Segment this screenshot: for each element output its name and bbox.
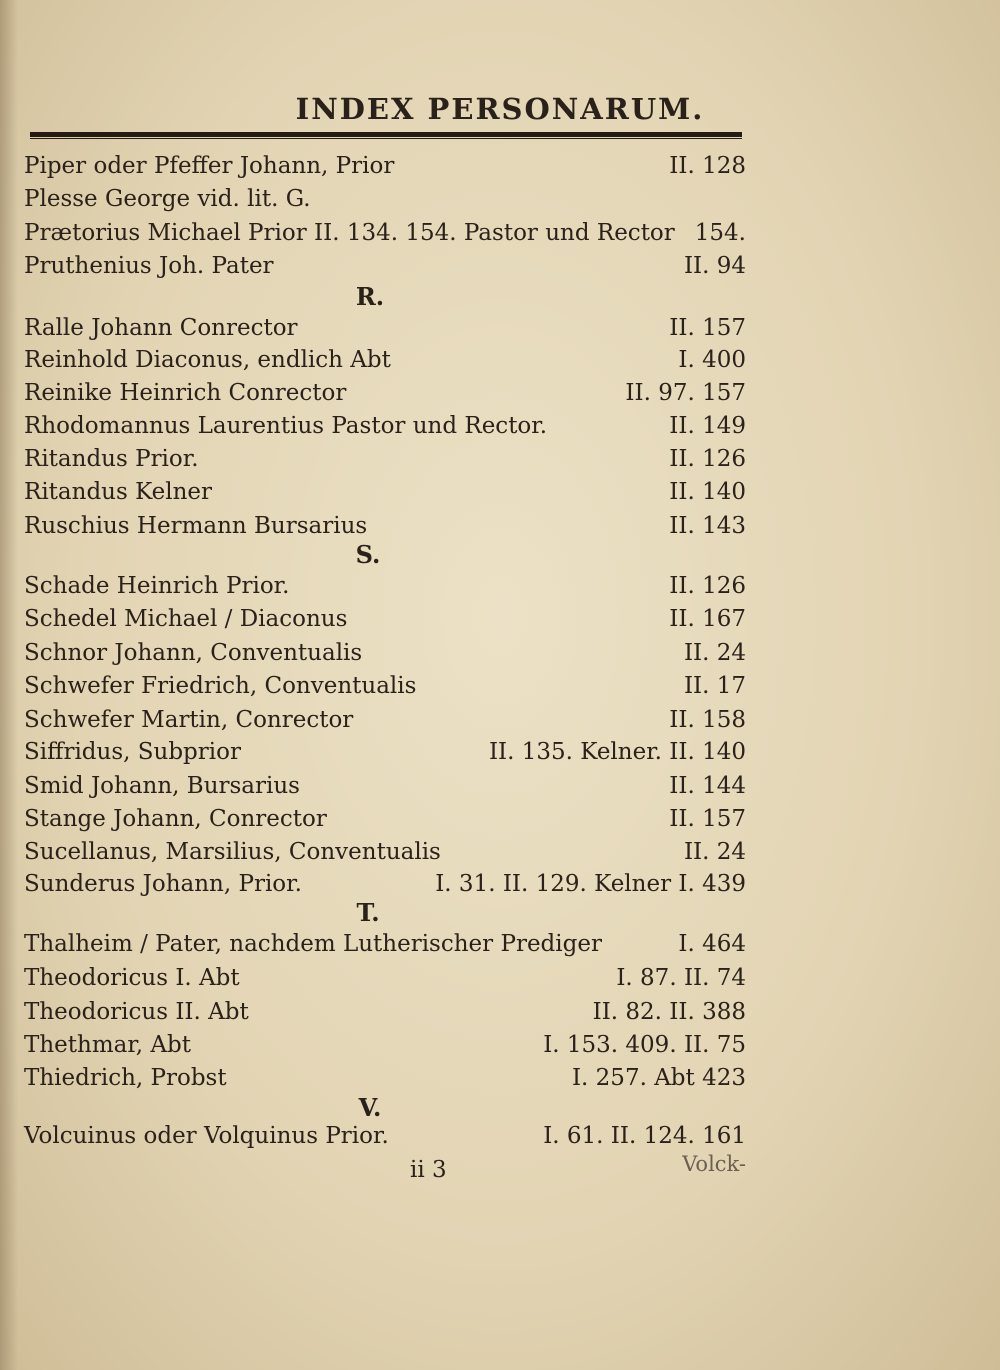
index-entry xyxy=(24,868,746,900)
index-entry xyxy=(24,803,746,835)
index-entry xyxy=(24,996,746,1028)
index-entry xyxy=(24,443,746,475)
entry-ref: II. 157 xyxy=(669,806,746,832)
entry-name: Siffridus, Subprior xyxy=(24,739,241,765)
entry-ref: II. 82. II. 388 xyxy=(592,999,746,1025)
entry-ref: 154. xyxy=(694,220,746,246)
entry-name: Thethmar, Abt xyxy=(24,1032,192,1058)
entry-ref: II. 97. 157 xyxy=(625,380,746,406)
index-entry xyxy=(24,962,746,994)
entry-name: Schwefer Friedrich, Conventualis xyxy=(24,673,417,699)
entry-name: Ritandus Prior. xyxy=(24,446,199,472)
entry-ref: II. 17 xyxy=(683,673,746,699)
index-entry xyxy=(24,736,746,768)
entry-name: Thiedrich, Probst xyxy=(24,1065,227,1091)
index-entry xyxy=(24,1029,746,1061)
index-entry xyxy=(24,377,746,409)
header-rule-thin xyxy=(30,138,742,139)
signature-mark: ii 3 xyxy=(410,1157,447,1183)
entry-name: Sunderus Johann, Prior. xyxy=(24,871,302,897)
entry-name: Thalheim / Pater, nachdem Lutherischer Prediger xyxy=(24,931,602,957)
section-letter: T. xyxy=(356,898,380,927)
entry-ref: II. 144 xyxy=(669,773,746,799)
section-letter: R. xyxy=(355,282,385,311)
entry-name: Schade Heinrich Prior. xyxy=(24,573,290,599)
index-entry xyxy=(24,836,746,868)
index-entry xyxy=(24,510,746,542)
entry-ref: I. 153. 409. II. 75 xyxy=(543,1032,746,1058)
index-entry xyxy=(24,150,746,182)
entry-ref: I. 31. II. 129. Kelner I. 439 xyxy=(435,871,746,897)
index-entry xyxy=(24,1062,746,1094)
entry-name: Ruschius Hermann Bursarius xyxy=(24,513,368,539)
index-entry xyxy=(24,312,746,344)
entry-ref: II. 126 xyxy=(669,573,746,599)
entry-name: Reinike Heinrich Conrector xyxy=(24,380,347,406)
entry-ref: II. 149 xyxy=(669,413,746,439)
index-entry xyxy=(24,217,746,249)
entry-name: Rhodomannus Laurentius Pastor und Rector. xyxy=(24,413,548,439)
entry-ref: II. 128 xyxy=(669,153,746,179)
index-entry xyxy=(24,250,746,282)
entry-ref: II. 158 xyxy=(669,707,746,733)
entry-ref: II. 157 xyxy=(669,315,746,341)
entry-ref: I. 400 xyxy=(678,347,746,373)
entry-ref: II. 140 xyxy=(669,479,746,505)
index-entry xyxy=(24,704,746,736)
entry-name: Piper oder Pfeffer Johann, Prior xyxy=(24,153,395,179)
entry-name: Pruthenius Joh. Pater xyxy=(24,253,274,279)
entry-ref: I. 464 xyxy=(678,931,746,957)
entry-ref: I. 257. Abt 423 xyxy=(571,1065,746,1091)
catchword: Volck- xyxy=(682,1152,746,1176)
header-rule xyxy=(30,132,742,137)
entry-name: Theodoricus I. Abt xyxy=(24,965,240,991)
entry-name: Schedel Michael / Diaconus xyxy=(24,606,348,632)
index-entry xyxy=(24,570,746,602)
section-letter: V. xyxy=(358,1093,382,1122)
index-entry xyxy=(24,344,746,376)
entry-ref: II. 143 xyxy=(669,513,746,539)
entry-ref: II. 24 xyxy=(683,640,746,666)
entry-name: Reinhold Diaconus, endlich Abt xyxy=(24,347,391,373)
entry-name: Volcuinus oder Volquinus Prior. xyxy=(24,1123,389,1149)
index-entry xyxy=(24,670,746,702)
entry-ref: II. 167 xyxy=(669,606,746,632)
entry-name: Plesse George vid. lit. G. xyxy=(24,186,311,212)
page-title: INDEX PERSONARUM. xyxy=(295,92,705,126)
entry-name: Sucellanus, Marsilius, Conventualis xyxy=(24,839,441,865)
entry-ref: II. 126 xyxy=(669,446,746,472)
entry-name: Theodoricus II. Abt xyxy=(24,999,249,1025)
entry-name: Schnor Johann, Conventualis xyxy=(24,640,363,666)
entry-name: Stange Johann, Conrector xyxy=(24,806,327,832)
entry-ref: I. 61. II. 124. 161 xyxy=(543,1123,746,1149)
entry-name: Prætorius Michael Prior II. 134. 154. Pastor und Rector xyxy=(24,220,675,246)
index-entry xyxy=(24,637,746,669)
entry-name: Schwefer Martin, Conrector xyxy=(24,707,354,733)
entry-ref: II. 24 xyxy=(683,839,746,865)
entry-name: Ralle Johann Conrector xyxy=(24,315,298,341)
index-entry xyxy=(24,603,746,635)
entry-name: Ritandus Kelner xyxy=(24,479,213,505)
index-entry xyxy=(24,476,746,508)
entry-name: Smid Johann, Bursarius xyxy=(24,773,300,799)
index-entry xyxy=(24,770,746,802)
index-entry xyxy=(24,410,746,442)
index-entry xyxy=(24,928,746,960)
entry-ref: II. 135. Kelner. II. 140 xyxy=(488,739,746,765)
entry-ref: II. 94 xyxy=(683,253,746,279)
index-entry xyxy=(24,1120,746,1152)
section-letter: S. xyxy=(355,540,381,569)
index-entry xyxy=(24,183,746,215)
entry-ref: I. 87. II. 74 xyxy=(616,965,746,991)
